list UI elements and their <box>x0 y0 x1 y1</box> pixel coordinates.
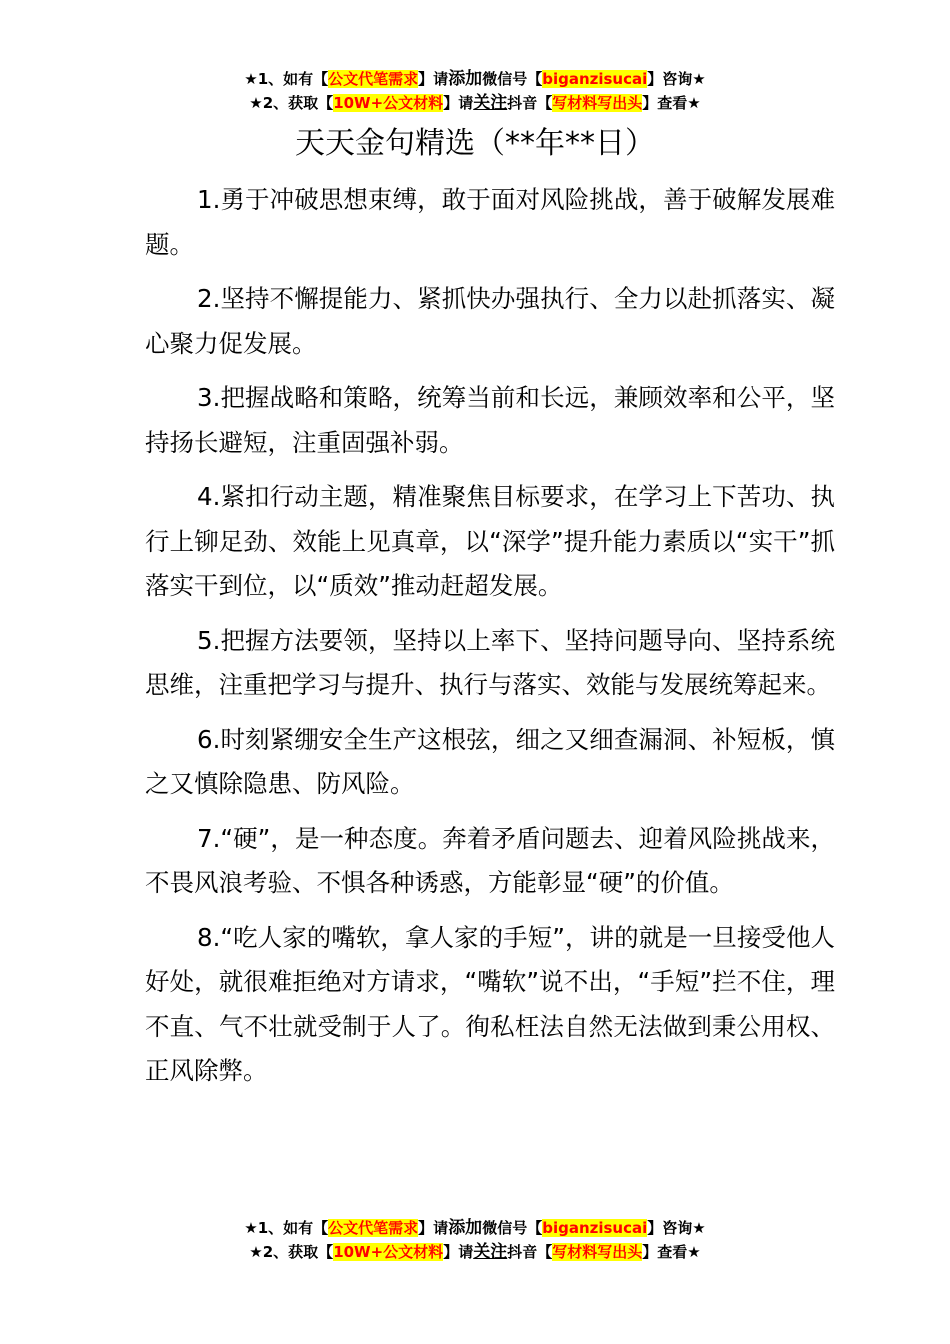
paragraph-3: 3.把握战略和策略，统筹当前和长远，兼顾效率和公平，坚持扬长避短，注重固强补弱。 <box>145 383 835 457</box>
footer-highlight-materials: 10W+公文材料 <box>333 1243 444 1261</box>
header-banner <box>0 67 950 115</box>
paragraph-5: 5.把握方法要领，坚持以上率下、坚持问题导向、坚持系统思维，注重把学习与提升、执行与落实、效能与发展统筹起来。 <box>145 625 835 699</box>
paragraph-4: 4.紧扣行动主题，精准聚焦目标要求，在学习上下苦功、执行上铆足劲、效能上见真章，以“深学”提升能力素质以“实干”抓落实干到位，以“质效”推动赶超发展。 <box>145 482 835 600</box>
banner-line-2: ★2、获取【10W+公文材料】请关注抖音【写材料写出头】查看★ <box>249 93 701 113</box>
footer-banner-line-1: ★1、如有【公文代笔需求】请添加微信号【biganzisucai】咨询★ <box>244 1218 706 1238</box>
page-title: 天天金句精选（**年**日） <box>295 126 655 161</box>
footer-banner-line-2: ★2、获取【10W+公文材料】请关注抖音【写材料写出头】查看★ <box>249 1242 701 1262</box>
paragraph-8: 8.“吃人家的嘴软，拿人家的手短”，讲的就是一旦接受他人好处，就很难拒绝对方请求，“嘴软”说不出，“手短”拦不住，理不直、气不壮就受制于人了。徇私枉法自然无法做到秉公用权、正风除弊。 <box>145 922 835 1085</box>
highlight-writing-service: 公文代笔需求 <box>328 70 419 88</box>
highlight-douyin-account: 写材料写出头 <box>552 94 643 112</box>
footer-highlight-wechat-id: biganzisucai <box>542 1219 648 1237</box>
banner-line-1: ★1、如有【公文代笔需求】请添加微信号【biganzisucai】咨询★ <box>244 69 706 89</box>
footer-highlight-writing-service: 公文代笔需求 <box>328 1219 419 1237</box>
highlight-wechat-id: biganzisucai <box>542 70 648 88</box>
footer-banner <box>0 1216 950 1264</box>
paragraph-2: 2.坚持不懈提能力、紧抓快办强执行、全力以赴抓落实、凝心聚力促发展。 <box>145 284 835 358</box>
footer-highlight-douyin-account: 写材料写出头 <box>552 1243 643 1261</box>
paragraph-1: 1.勇于冲破思想束缚，敢于面对风险挑战，善于破解发展难题。 <box>145 185 835 259</box>
paragraph-7: 7.“硬”，是一种态度。奔着矛盾问题去、迎着风险挑战来，不畏风浪考验、不惧各种诱惑，方能彰显“硬”的价值。 <box>145 823 835 897</box>
paragraph-6: 6.时刻紧绷安全生产这根弦，细之又细查漏洞、补短板，慎之又慎除隐患、防风险。 <box>145 724 835 798</box>
document-body <box>145 178 835 1104</box>
highlight-materials: 10W+公文材料 <box>333 94 444 112</box>
